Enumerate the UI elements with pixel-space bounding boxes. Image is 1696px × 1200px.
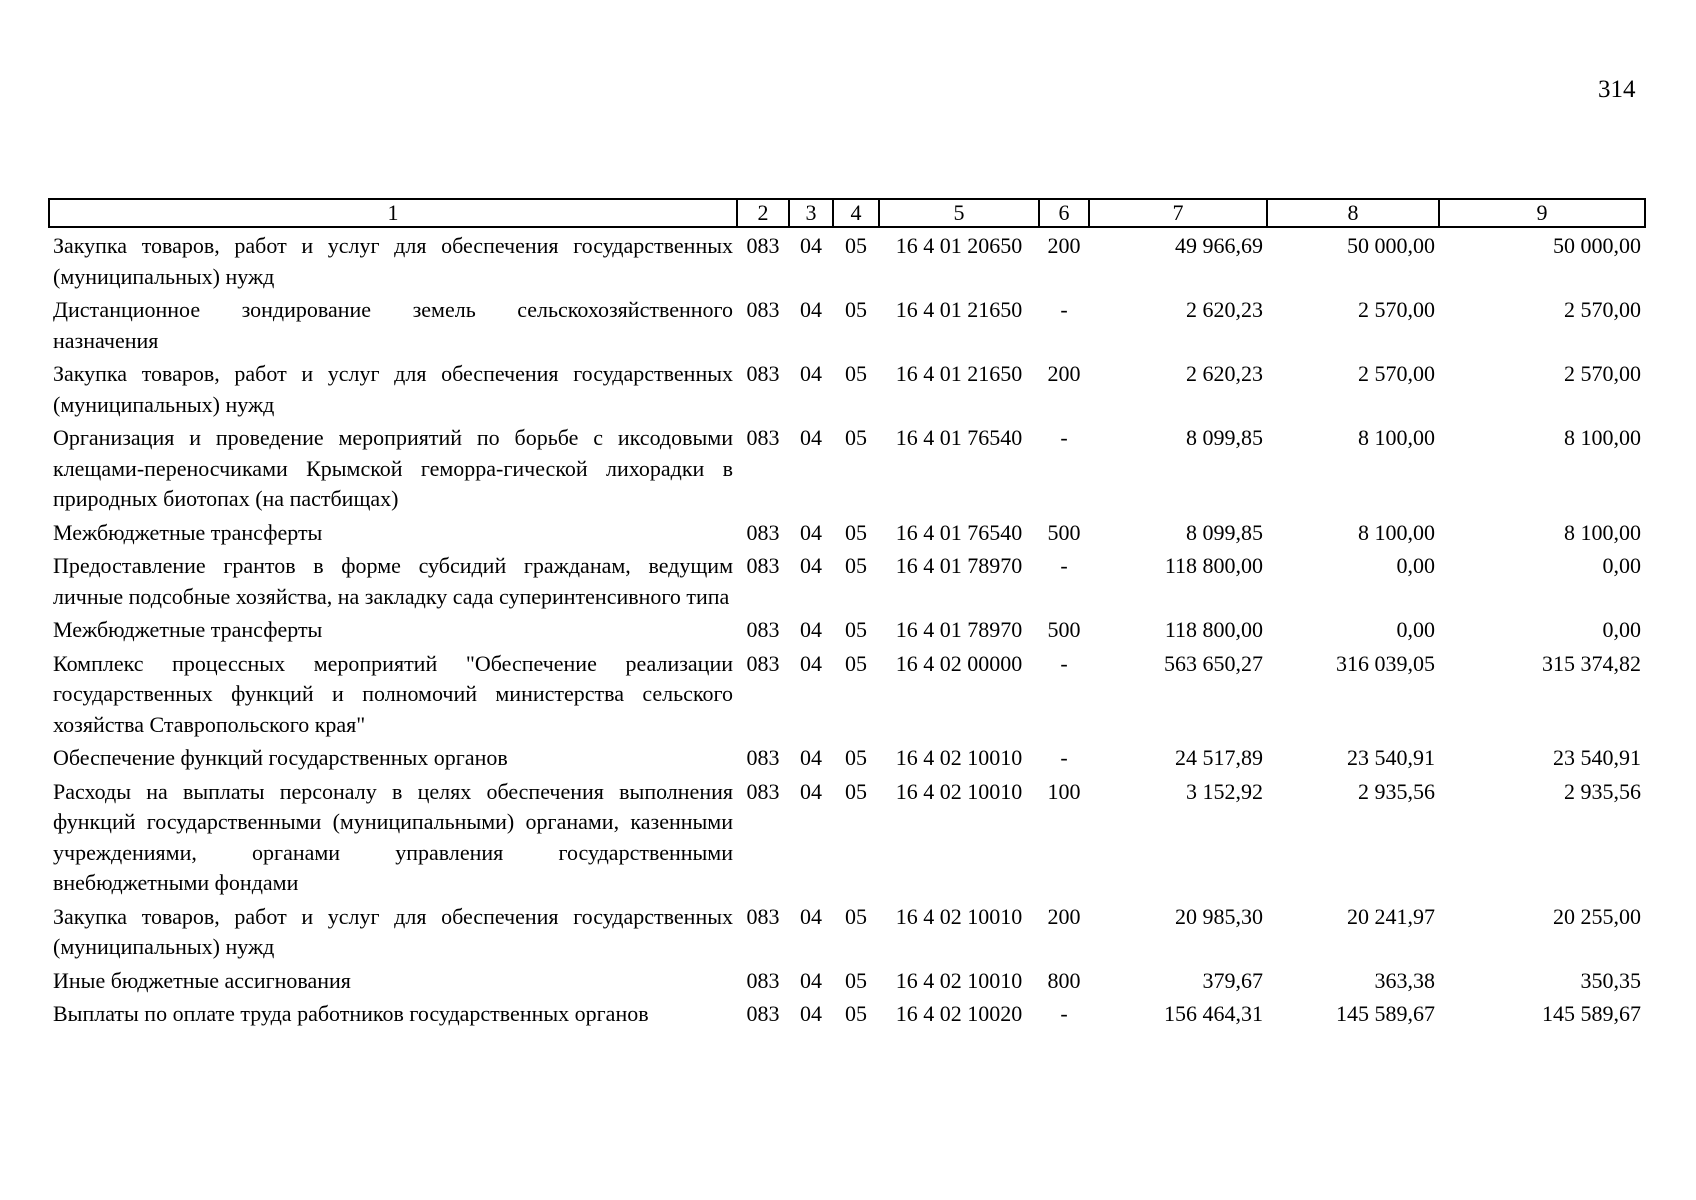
cell-ministry-code: 083 [746, 233, 780, 258]
column-header: 4 [833, 199, 879, 227]
cell-expense-type: - [1060, 297, 1068, 322]
budget-table [48, 198, 1646, 1030]
cell-amount-col7: 563 650,27 [1164, 650, 1263, 676]
cell-target-article: 16 4 02 10010 [895, 745, 1023, 770]
cell-target-article: 16 4 01 78970 [895, 617, 1023, 642]
cell-amount-col9: 20 255,00 [1553, 903, 1641, 929]
cell-subsection: 05 [845, 967, 867, 993]
cell-subsection: 05 [845, 650, 867, 676]
cell-section: 04 [800, 617, 822, 642]
cell-amount-col9: 2 570,00 [1564, 297, 1641, 322]
cell-amount-col9: 2 570,00 [1564, 361, 1641, 386]
cell-amount-col7: 2 620,23 [1186, 361, 1263, 386]
table-row [49, 292, 1645, 356]
cell-ministry-code: 083 [746, 553, 780, 578]
cell-amount-col8: 0,00 [1396, 553, 1435, 578]
column-header: 2 [737, 199, 789, 227]
cell-ministry-code: 083 [746, 745, 780, 770]
cell-expense-type: 200 [1047, 361, 1081, 386]
cell-amount-col8: 363,38 [1374, 967, 1435, 993]
cell-target-article: 16 4 01 21650 [895, 297, 1023, 322]
cell-ministry-code: 083 [746, 617, 780, 642]
cell-amount-col8: 0,00 [1396, 617, 1435, 642]
column-header: 1 [49, 199, 737, 227]
cell-ministry-code: 083 [746, 425, 780, 450]
cell-section: 04 [800, 361, 822, 386]
table-row [49, 515, 1645, 549]
cell-amount-col9: 8 100,00 [1564, 425, 1641, 450]
cell-amount-col8: 20 241,97 [1347, 903, 1435, 929]
cell-expense-type: - [1060, 745, 1068, 770]
cell-ministry-code: 083 [746, 361, 780, 386]
column-header: 7 [1089, 199, 1267, 227]
cell-target-article: 16 4 02 10020 [895, 1001, 1023, 1026]
cell-expense-type: - [1060, 650, 1068, 676]
cell-amount-col7: 118 800,00 [1164, 553, 1263, 578]
cell-subsection: 05 [845, 519, 867, 545]
table-row [49, 774, 1645, 899]
cell-section: 04 [800, 425, 822, 450]
cell-section: 04 [800, 553, 822, 578]
cell-expense-type: 200 [1047, 903, 1081, 929]
cell-amount-col7: 156 464,31 [1164, 1001, 1263, 1026]
table-row [49, 227, 1645, 292]
cell-amount-col9: 0,00 [1602, 617, 1641, 642]
cell-target-article: 16 4 01 76540 [895, 519, 1023, 545]
row-description: Межбюджетные трансферты [53, 617, 323, 642]
cell-subsection: 05 [845, 297, 867, 322]
cell-amount-col9: 315 374,82 [1542, 650, 1641, 676]
row-description: Предоставление грантов в форме субсидий гражданам, ведущим личные подсобные хозяйства, на закладку сада суперинтенсивного типа [53, 553, 733, 609]
cell-subsection: 05 [845, 553, 867, 578]
table-row [49, 612, 1645, 646]
cell-target-article: 16 4 02 10010 [895, 778, 1023, 804]
table-row [49, 356, 1645, 420]
cell-amount-col8: 23 540,91 [1347, 745, 1435, 770]
cell-amount-col7: 2 620,23 [1186, 297, 1263, 322]
row-description: Иные бюджетные ассигнования [53, 967, 351, 993]
table-row [49, 899, 1645, 963]
cell-subsection: 05 [845, 1001, 867, 1026]
page-number: 314 [1598, 76, 1636, 103]
cell-target-article: 16 4 01 76540 [895, 425, 1023, 450]
cell-expense-type: 500 [1047, 617, 1081, 642]
cell-amount-col9: 50 000,00 [1553, 233, 1641, 258]
cell-subsection: 05 [845, 361, 867, 386]
cell-amount-col7: 379,67 [1202, 967, 1263, 993]
header-row [49, 199, 1645, 227]
cell-target-article: 16 4 01 20650 [895, 233, 1023, 258]
cell-amount-col7: 8 099,85 [1186, 519, 1263, 545]
cell-ministry-code: 083 [746, 297, 780, 322]
table-row [49, 646, 1645, 741]
cell-amount-col8: 2 570,00 [1358, 361, 1435, 386]
cell-section: 04 [800, 233, 822, 258]
cell-expense-type: 800 [1047, 967, 1081, 993]
cell-amount-col7: 118 800,00 [1164, 617, 1263, 642]
cell-ministry-code: 083 [746, 519, 780, 545]
table-row [49, 548, 1645, 612]
column-header: 9 [1439, 199, 1645, 227]
cell-amount-col8: 8 100,00 [1358, 519, 1435, 545]
cell-section: 04 [800, 745, 822, 770]
cell-amount-col7: 49 966,69 [1175, 233, 1263, 258]
cell-subsection: 05 [845, 745, 867, 770]
cell-amount-col9: 2 935,56 [1564, 778, 1641, 804]
cell-target-article: 16 4 02 10010 [895, 967, 1023, 993]
table-row [49, 963, 1645, 997]
cell-section: 04 [800, 650, 822, 676]
table-row [49, 420, 1645, 515]
cell-amount-col9: 350,35 [1580, 967, 1641, 993]
cell-amount-col9: 0,00 [1602, 553, 1641, 578]
cell-amount-col7: 3 152,92 [1186, 778, 1263, 804]
cell-ministry-code: 083 [746, 650, 780, 676]
cell-expense-type: 100 [1047, 778, 1081, 804]
cell-expense-type: - [1060, 425, 1068, 450]
cell-target-article: 16 4 02 00000 [895, 650, 1023, 676]
cell-section: 04 [800, 778, 822, 804]
cell-target-article: 16 4 01 21650 [895, 361, 1023, 386]
cell-subsection: 05 [845, 425, 867, 450]
cell-section: 04 [800, 519, 822, 545]
cell-ministry-code: 083 [746, 903, 780, 929]
column-header: 3 [789, 199, 833, 227]
cell-ministry-code: 083 [746, 1001, 780, 1026]
cell-amount-col8: 2 570,00 [1358, 297, 1435, 322]
cell-section: 04 [800, 903, 822, 929]
cell-ministry-code: 083 [746, 967, 780, 993]
row-description: Комплекс процессных мероприятий "Обеспечение реализации государственных функций и полномочий министерства сельского хозяйства Ставропольского края" [53, 650, 733, 737]
row-description: Выплаты по оплате труда работников государственных органов [53, 1001, 649, 1026]
cell-target-article: 16 4 02 10010 [895, 903, 1023, 929]
cell-amount-col8: 50 000,00 [1347, 233, 1435, 258]
column-header: 5 [879, 199, 1039, 227]
cell-subsection: 05 [845, 778, 867, 804]
cell-expense-type: - [1060, 553, 1068, 578]
cell-amount-col7: 8 099,85 [1186, 425, 1263, 450]
table-row [49, 740, 1645, 774]
cell-section: 04 [800, 297, 822, 322]
cell-amount-col8: 316 039,05 [1336, 650, 1435, 676]
table-row [49, 996, 1645, 1030]
cell-amount-col8: 8 100,00 [1358, 425, 1435, 450]
cell-section: 04 [800, 967, 822, 993]
cell-subsection: 05 [845, 903, 867, 929]
cell-subsection: 05 [845, 617, 867, 642]
row-description: Обеспечение функций государственных органов [53, 745, 508, 770]
row-description: Закупка товаров, работ и услуг для обеспечения государственных (муниципальных) нужд [53, 233, 733, 289]
cell-expense-type: 200 [1047, 233, 1081, 258]
row-description: Закупка товаров, работ и услуг для обеспечения государственных (муниципальных) нужд [53, 361, 733, 417]
cell-expense-type: - [1060, 1001, 1068, 1026]
row-description: Расходы на выплаты персоналу в целях обеспечения выполнения функций государственными (муниципальными) органами, казенными учреждениями, органами управления государственными внебюджетными фондами [53, 778, 733, 895]
cell-subsection: 05 [845, 233, 867, 258]
cell-section: 04 [800, 1001, 822, 1026]
cell-amount-col9: 145 589,67 [1542, 1001, 1641, 1026]
cell-ministry-code: 083 [746, 778, 780, 804]
row-description: Дистанционное зондирование земель сельскохозяйственного назначения [53, 297, 733, 353]
row-description: Межбюджетные трансферты [53, 519, 323, 545]
row-description: Закупка товаров, работ и услуг для обеспечения государственных (муниципальных) нужд [53, 903, 733, 959]
cell-amount-col9: 23 540,91 [1553, 745, 1641, 770]
row-description: Организация и проведение мероприятий по борьбе с иксодовыми клещами-переносчиками Крымской геморра-гической лихорадки в природных биотопах (на пастбищах) [53, 425, 733, 511]
cell-amount-col7: 24 517,89 [1175, 745, 1263, 770]
cell-amount-col8: 145 589,67 [1336, 1001, 1435, 1026]
cell-expense-type: 500 [1047, 519, 1081, 545]
cell-amount-col7: 20 985,30 [1175, 903, 1263, 929]
cell-target-article: 16 4 01 78970 [895, 553, 1023, 578]
column-header: 8 [1267, 199, 1439, 227]
column-header: 6 [1039, 199, 1089, 227]
cell-amount-col8: 2 935,56 [1358, 778, 1435, 804]
cell-amount-col9: 8 100,00 [1564, 519, 1641, 545]
